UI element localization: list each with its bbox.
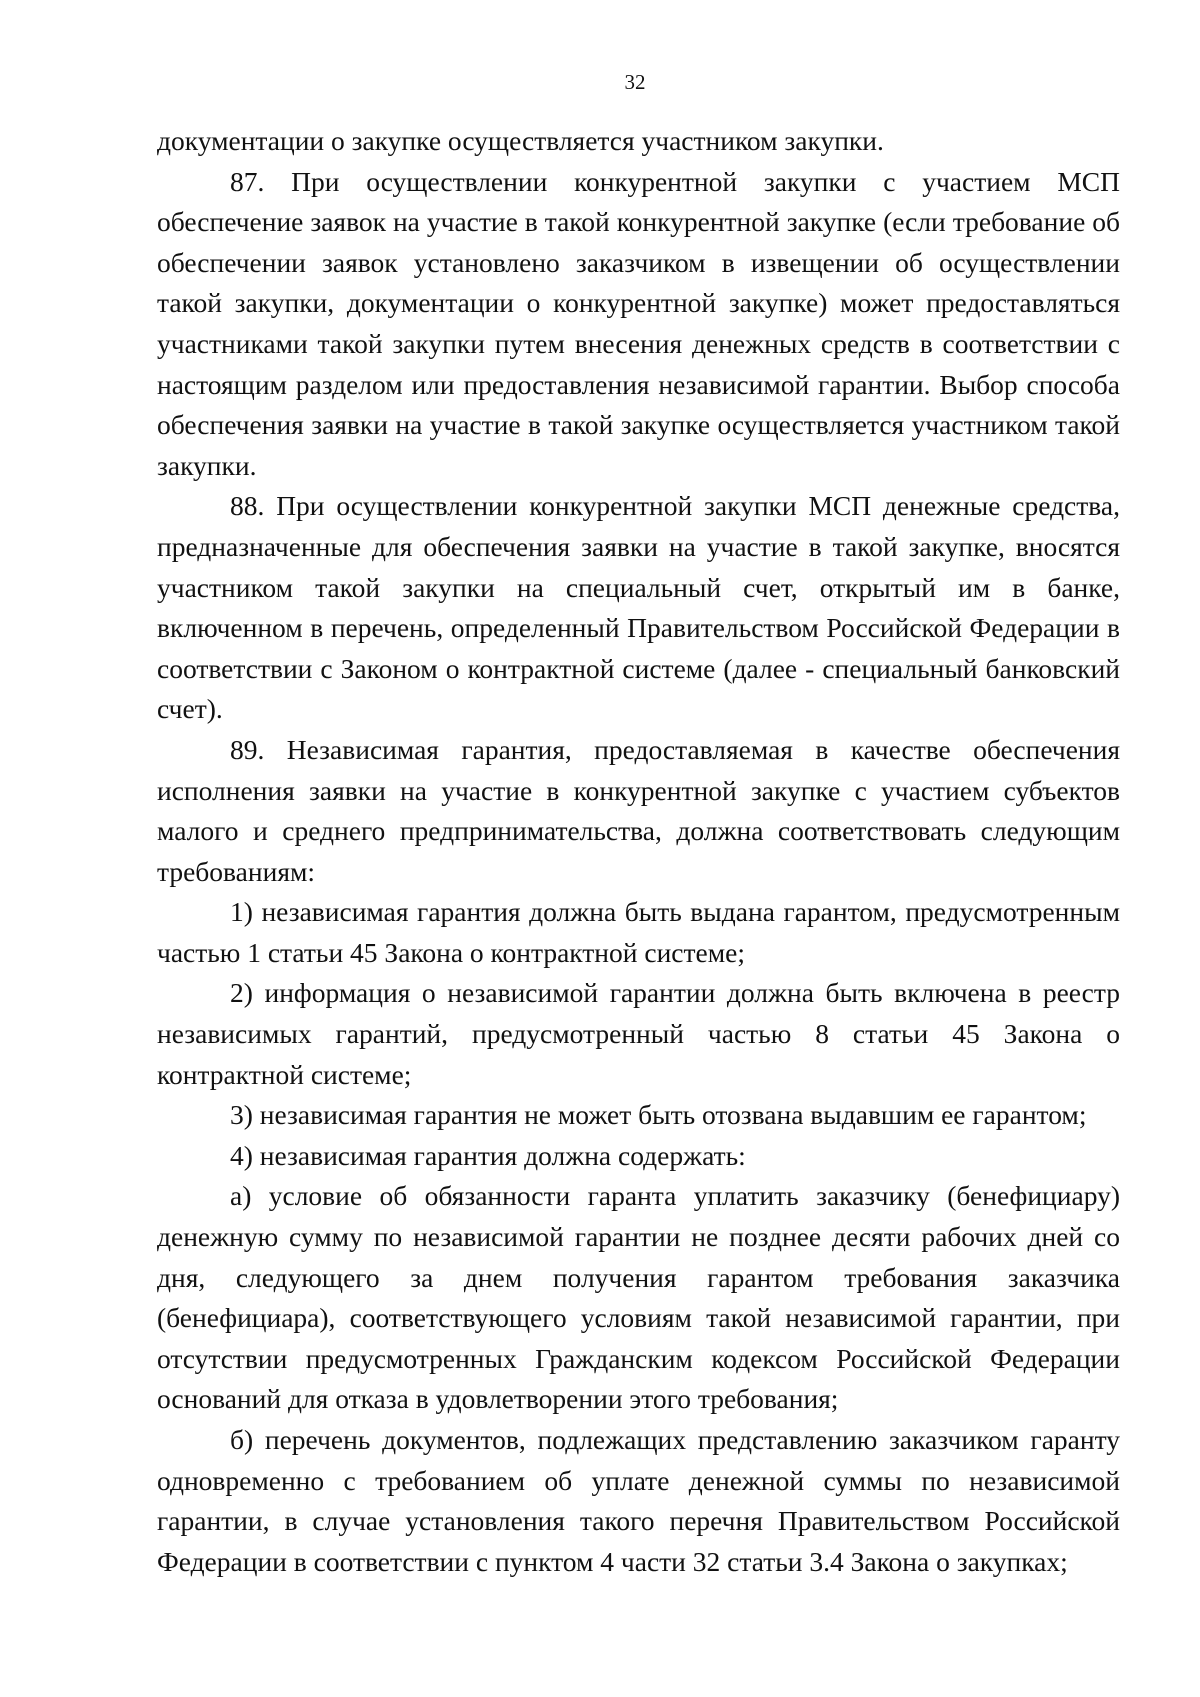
paragraph-continuation: документации о закупке осуществляется участником закупки. <box>157 125 884 156</box>
paragraph-89: 89. Независимая гарантия, предоставляемая в качестве обеспечения исполнения заявки на участие в конкурентной закупке с участием субъектов малого и среднего предпринимательства, должна соответствовать следующим требованиям: <box>157 733 1120 887</box>
list-item-4: 4) независимая гарантия должна содержать: <box>230 1139 746 1171</box>
sub-item-a: а) условие об обязанности гаранта уплатить заказчику (бенефициару) денежную сумму по независимой гарантии не позднее десяти рабочих дней со дня, следующего за днем получения гарантом требования заказчика (бенефициара), соответствующего условиям такой независимой гарантии, при отсутствии предусмотренных Гражданским кодексом Российской Федерации оснований для отказа в удовлетворении этого требования; <box>157 1180 1120 1415</box>
list-item-2: 2) информация о независимой гарантии должна быть включена в реестр независимых гарантий, предусмотренный частью 8 статьи 45 Закона о контрактной системе; <box>157 977 1120 1090</box>
paragraph-87: 87. При осуществлении конкурентной закупки с участием МСП обеспечение заявок на участие в такой конкурентной закупке (если требование об обеспечении заявок установлено заказчиком в извещении об осуществлении такой закупки, документации о конкурентной закупке) может предоставляться участниками такой закупки путем внесения денежных средств в соответствии с настоящим разделом или предоставления независимой гарантии. Выбор способа обеспечения заявки на участие в такой закупке осуществляется участником такой закупки. <box>157 165 1120 481</box>
sub-item-b: б) перечень документов, подлежащих представлению заказчиком гаранту одновременно с требованием об уплате денежной суммы по независимой гарантии, в случае установления такого перечня Правительством Российской Федерации в соответствии с пунктом 4 части 32 статьи 3.4 Закона о закупках; <box>157 1424 1120 1577</box>
page-number: 32 <box>624 70 646 94</box>
document-body <box>157 121 1120 1582</box>
paragraph-88: 88. При осуществлении конкурентной закупки МСП денежные средства, предназначенные для обеспечения заявки на участие в такой закупке, вносятся участником такой закупки на специальный счет, открытый им в банке, включенном в перечень, определенный Правительством Российской Федерации в соответствии с Законом о контрактной системе (далее - специальный банковский счет). <box>157 490 1120 725</box>
list-item-1: 1) независимая гарантия должна быть выдана гарантом, предусмотренным частью 1 статьи 45 Закона о контрактной системе; <box>157 896 1120 968</box>
list-item-3: 3) независимая гарантия не может быть отозвана выдавшим ее гарантом; <box>230 1099 1087 1131</box>
